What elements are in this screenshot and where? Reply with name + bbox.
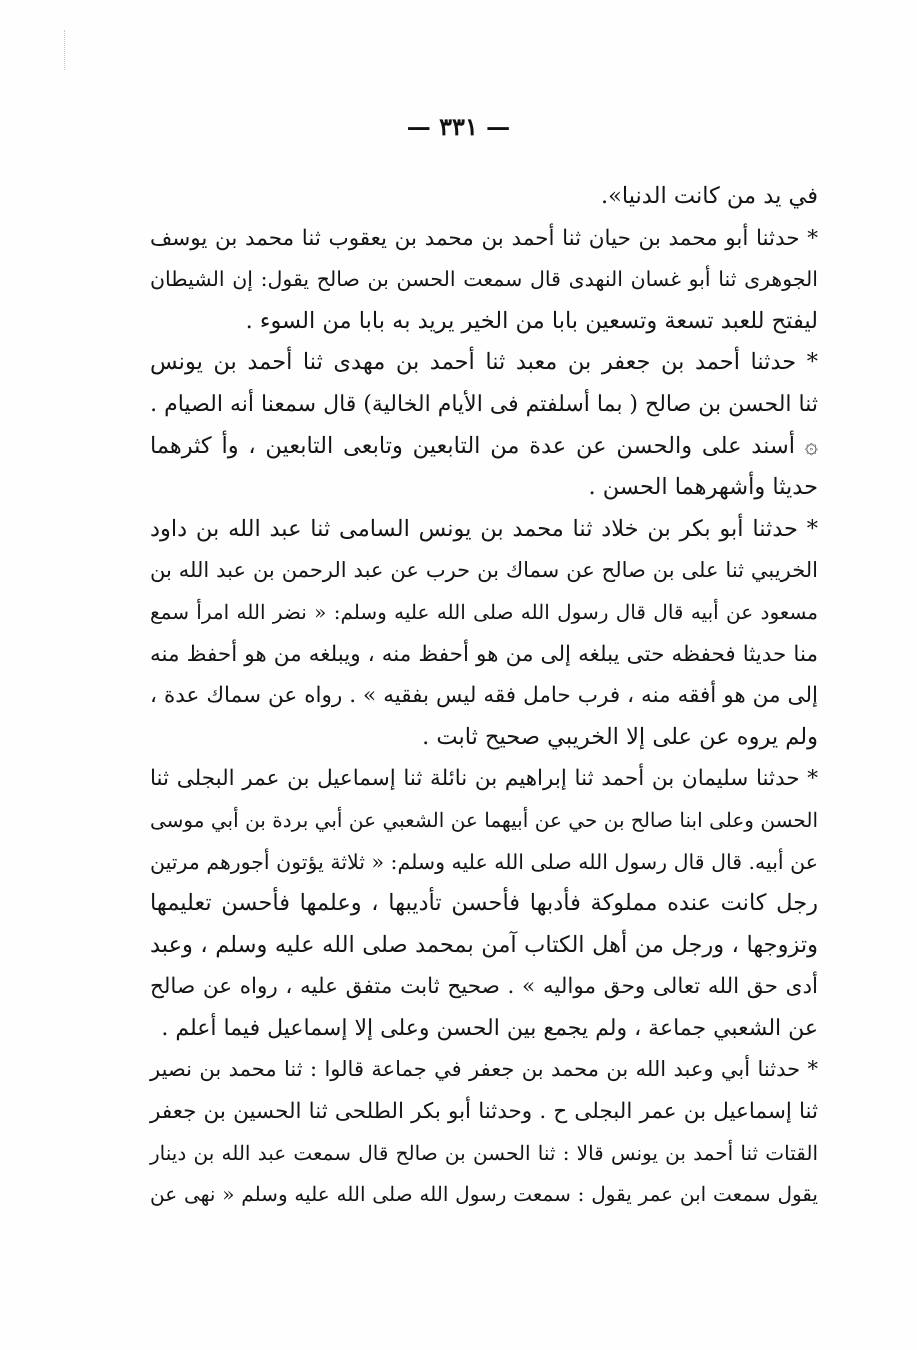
text-line: * حدثنا أبي وعبد الله بن محمد بن جعفر في جماعة قالوا : ثنا محمد بن نصير (150, 1057, 818, 1082)
text-line: عن الشعبي جماعة ، ولم يجمع بين الحسن وعلى إلا إسماعيل فيما أعلم . (161, 1015, 818, 1041)
margin-rule (64, 30, 65, 70)
text-line: ثنا إسماعيل بن عمر البجلى ح . وحدثنا أبو بكر الطلحى ثنا الحسين بن جعفر (150, 1099, 818, 1125)
paragraph (150, 426, 818, 509)
paragraph (150, 509, 818, 759)
paragraph (150, 176, 818, 218)
text-line: عن أبيه. قال قال رسول الله صلى الله عليه وسلم: « ثلاثة يؤتون أجورهم مرتين (150, 849, 818, 874)
text-line: مسعود عن أبيه قال قال رسول الله صلى الله عليه وسلم: « نضر الله امرأ سمع (150, 599, 818, 624)
text-line: أدى حق الله تعالى وحق مواليه » . صحيح ثابت متفق عليه ، رواه عن صالح (150, 974, 818, 1000)
text-line: في يد من كانت الدنيا». (600, 183, 818, 209)
text-line: رجل كانت عنده مملوكة فأدبها فأحسن تأديبها ، وعلمها فأحسن تعليمها (150, 890, 818, 917)
text-line: ولم يروه عن على إلا الخريبي صحيح ثابت . (422, 723, 818, 750)
text-line: ۞ أسند على والحسن عن عدة من التابعين وتابعى التابعين ، وأ كثرهما (150, 432, 818, 459)
text-line: * حدثنا أبو بكر بن خلاد ثنا محمد بن يونس السامى ثنا عبد الله بن داود (150, 515, 818, 542)
paragraph (150, 758, 818, 1049)
body-text (150, 176, 818, 1216)
text-line: منا حديثا فحفظه حتى يبلغه إلى من هو أحفظ منه ، ويبلغه من هو أحفظ منه (150, 641, 818, 667)
text-line: القتات ثنا أحمد بن يونس قالا : ثنا الحسن بن صالح قال سمعت عبد الله بن دينار (150, 1140, 818, 1165)
text-line: الحسن وعلى ابنا صالح بن حي عن أبيهما عن الشعبي عن أبي بردة بن أبي موسى (150, 807, 818, 832)
text-line: * حدثنا سليمان بن أحمد ثنا إبراهيم بن نائلة ثنا إسماعيل بن عمر البجلى ثنا (150, 766, 818, 792)
text-line: * حدثنا أحمد بن جعفر بن معبد ثنا أحمد بن مهدى ثنا أحمد بن يونس (150, 349, 818, 376)
paragraph (150, 342, 818, 425)
text-line: يقول سمعت ابن عمر يقول : سمعت رسول الله صلى الله عليه وسلم « نهى عن (150, 1182, 818, 1207)
page-number: — ٣٣١ — (406, 112, 511, 141)
paragraph (150, 218, 818, 343)
text-line: إلى من هو أفقه منه ، فرب حامل فقه ليس بفقيه » . رواه عن سماك عدة ، (150, 683, 818, 709)
text-line: * حدثنا أبو محمد بن حيان ثنا أحمد بن محمد بن يعقوب ثنا محمد بن يوسف (150, 225, 818, 251)
text-line: ثنا الحسن بن صالح ( بما أسلفتم فى الأيام الخالية) قال سمعنا أنه الصيام . (150, 391, 818, 417)
text-line: حديثا وأشهرهما الحسن . (588, 474, 818, 501)
text-line: ليفتح للعبد تسعة وتسعين بابا من الخير يريد به بابا من السوء . (245, 307, 818, 334)
text-line: وتزوجها ، ورجل من أهل الكتاب آمن بمحمد صلى الله عليه وسلم ، وعبد (150, 931, 818, 958)
text-line: الخريبي ثنا على بن صالح عن سماك بن حرب عن عبد الرحمن بن عبد الله بن (150, 558, 818, 583)
text-line: الجوهرى ثنا أبو غسان النهدى قال سمعت الحسن بن صالح يقول: إن الشيطان (150, 267, 818, 292)
paragraph (150, 1049, 818, 1215)
